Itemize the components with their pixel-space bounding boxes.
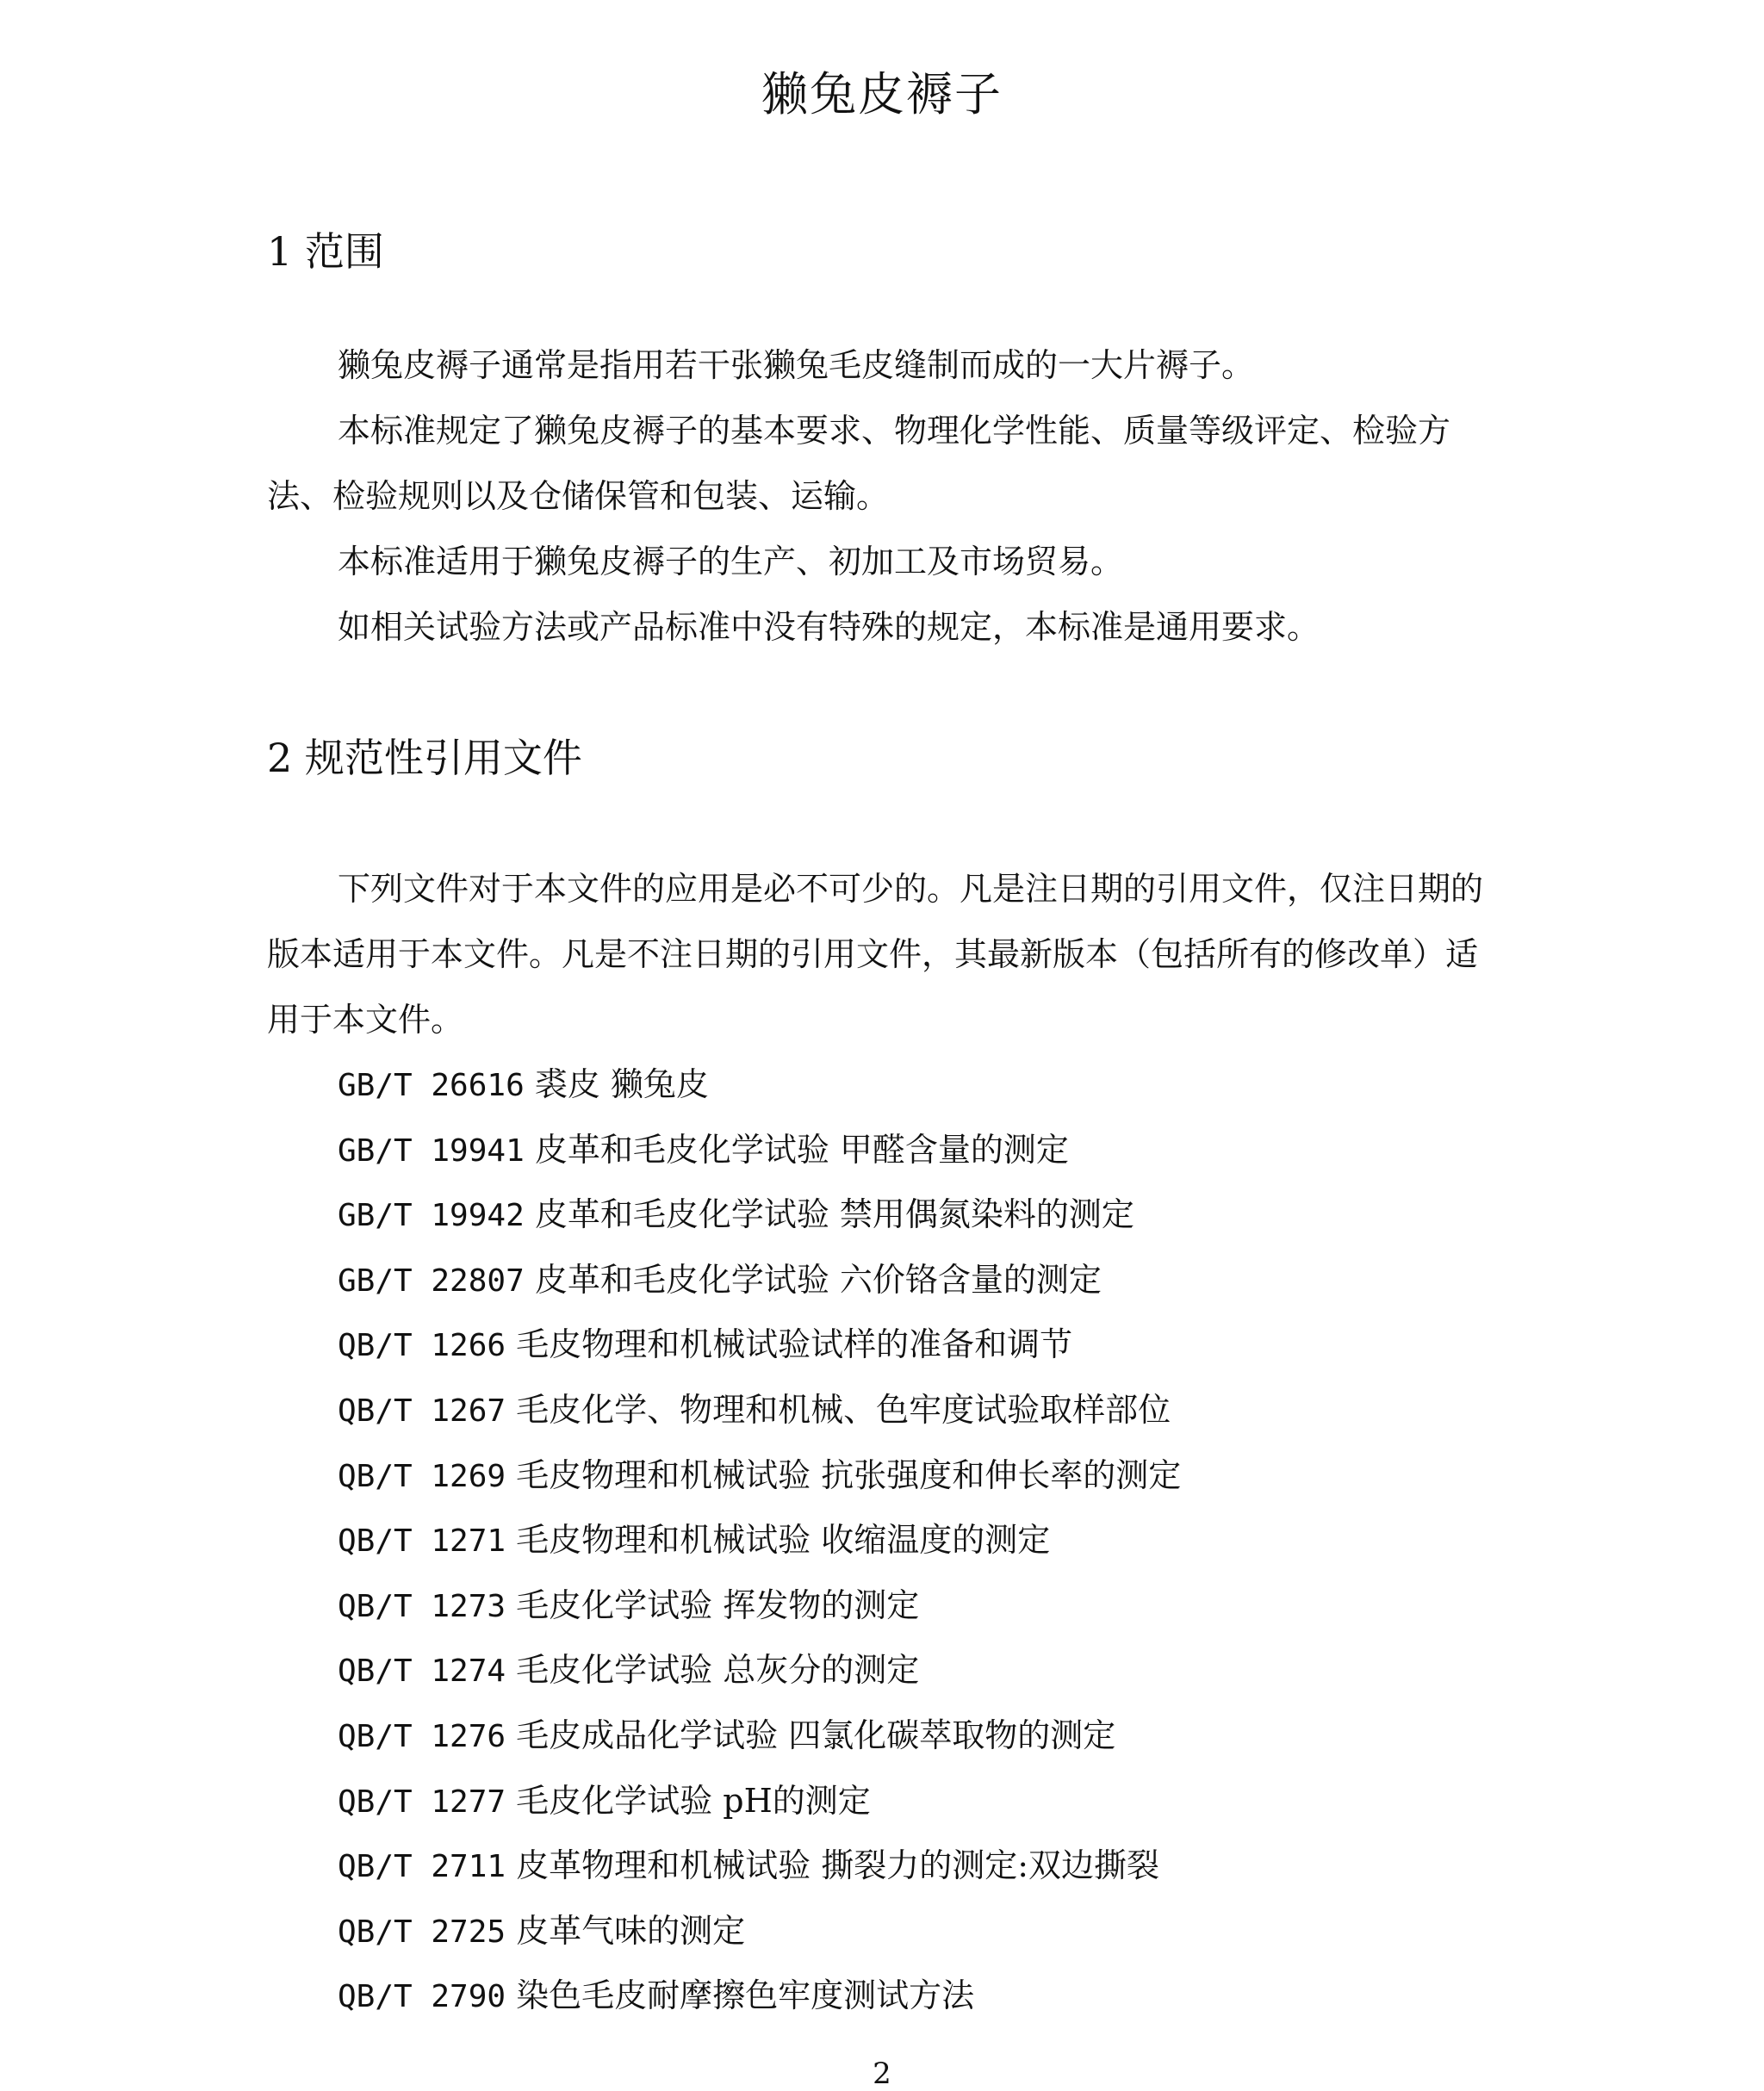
reference-item	[338, 1052, 1181, 1118]
reference-title: 毛皮成品化学试验 四氯化碳萃取物的测定	[516, 1716, 1116, 1754]
section-heading-scope: 1 范围	[267, 228, 384, 275]
reference-title: 毛皮物理和机械试验 抗张强度和伸长率的测定	[516, 1455, 1182, 1494]
reference-title: 毛皮化学、物理和机械、色牢度试验取样部位	[516, 1390, 1171, 1429]
reference-title: 染色毛皮耐摩擦色牢度测试方法	[516, 1976, 975, 2015]
reference-title: 皮革和毛皮化学试验 禁用偶氮染料的测定	[534, 1195, 1134, 1234]
reference-title: 皮革和毛皮化学试验 六价铬含量的测定	[534, 1260, 1102, 1299]
reference-item	[338, 1508, 1181, 1573]
reference-item	[338, 1964, 1181, 2029]
reference-item	[338, 1443, 1181, 1509]
reference-item	[338, 1248, 1181, 1313]
reference-item	[338, 1638, 1181, 1703]
reference-title: 毛皮物理和机械试验 收缩温度的测定	[516, 1521, 1051, 1560]
reference-item	[338, 1769, 1181, 1834]
reference-code: GB/T 26616	[338, 1068, 525, 1103]
reference-list	[338, 1052, 1181, 2029]
reference-item	[338, 1118, 1181, 1183]
reference-code: QB/T 1266	[338, 1328, 506, 1364]
reference-code: QB/T 2725	[338, 1914, 506, 1950]
reference-title: 皮革和毛皮化学试验 甲醛含量的测定	[534, 1130, 1069, 1169]
reference-code: QB/T 1274	[338, 1654, 506, 1690]
references-intro-paragraph: 下列文件对于本文件的应用是必不可少的。凡是注日期的引用文件，仅注日期的版本适用于本文件。凡是不注日期的引用文件，其最新版本（包括所有的修改单）适用于本文件。	[267, 870, 1484, 1039]
reference-item	[338, 1378, 1181, 1443]
reference-code: GB/T 19942	[338, 1198, 525, 1234]
reference-code: GB/T 22807	[338, 1263, 525, 1299]
reference-title: 毛皮物理和机械试验试样的准备和调节	[516, 1325, 1073, 1364]
reference-title: 皮革气味的测定	[516, 1911, 746, 1950]
scope-paragraph-2: 本标准规定了獭兔皮褥子的基本要求、物理化学性能、质量等级评定、检验方法、检验规则以及仓储保管和包装、运输。	[267, 412, 1451, 515]
reference-title: 裘皮 獭兔皮	[534, 1065, 709, 1103]
reference-title: 毛皮化学试验 挥发物的测定	[516, 1585, 920, 1624]
reference-code: QB/T 2711	[338, 1849, 506, 1885]
page-number: 2	[873, 2057, 891, 2091]
reference-code: QB/T 1267	[338, 1393, 506, 1429]
reference-code: GB/T 19941	[338, 1132, 525, 1169]
scope-paragraph-1: 獭兔皮褥子通常是指用若干张獭兔毛皮缝制而成的一大片褥子。	[338, 346, 1255, 384]
reference-code: QB/T 1273	[338, 1588, 506, 1624]
reference-item	[338, 1312, 1181, 1378]
scope-paragraph-3: 本标准适用于獭兔皮褥子的生产、初加工及市场贸易。	[338, 543, 1124, 580]
reference-code: QB/T 2790	[338, 1979, 506, 2015]
reference-item	[338, 1834, 1181, 1899]
document-title: 獭兔皮褥子	[761, 67, 1003, 121]
reference-code: QB/T 1271	[338, 1523, 506, 1560]
reference-title: 毛皮化学试验 pH的测定	[516, 1781, 871, 1820]
reference-item	[338, 1703, 1181, 1769]
reference-code: QB/T 1269	[338, 1458, 506, 1494]
scope-paragraph-4: 如相关试验方法或产品标准中没有特殊的规定，本标准是通用要求。	[338, 608, 1320, 646]
section-heading-normative-references: 2 规范性引用文件	[267, 735, 582, 781]
reference-title: 毛皮化学试验 总灰分的测定	[516, 1651, 920, 1690]
reference-code: QB/T 1276	[338, 1718, 506, 1754]
reference-title: 皮革物理和机械试验 撕裂力的测定:双边撕裂	[516, 1846, 1160, 1885]
reference-item	[338, 1899, 1181, 1964]
reference-code: QB/T 1277	[338, 1784, 506, 1820]
reference-item	[338, 1573, 1181, 1639]
reference-item	[338, 1182, 1181, 1248]
